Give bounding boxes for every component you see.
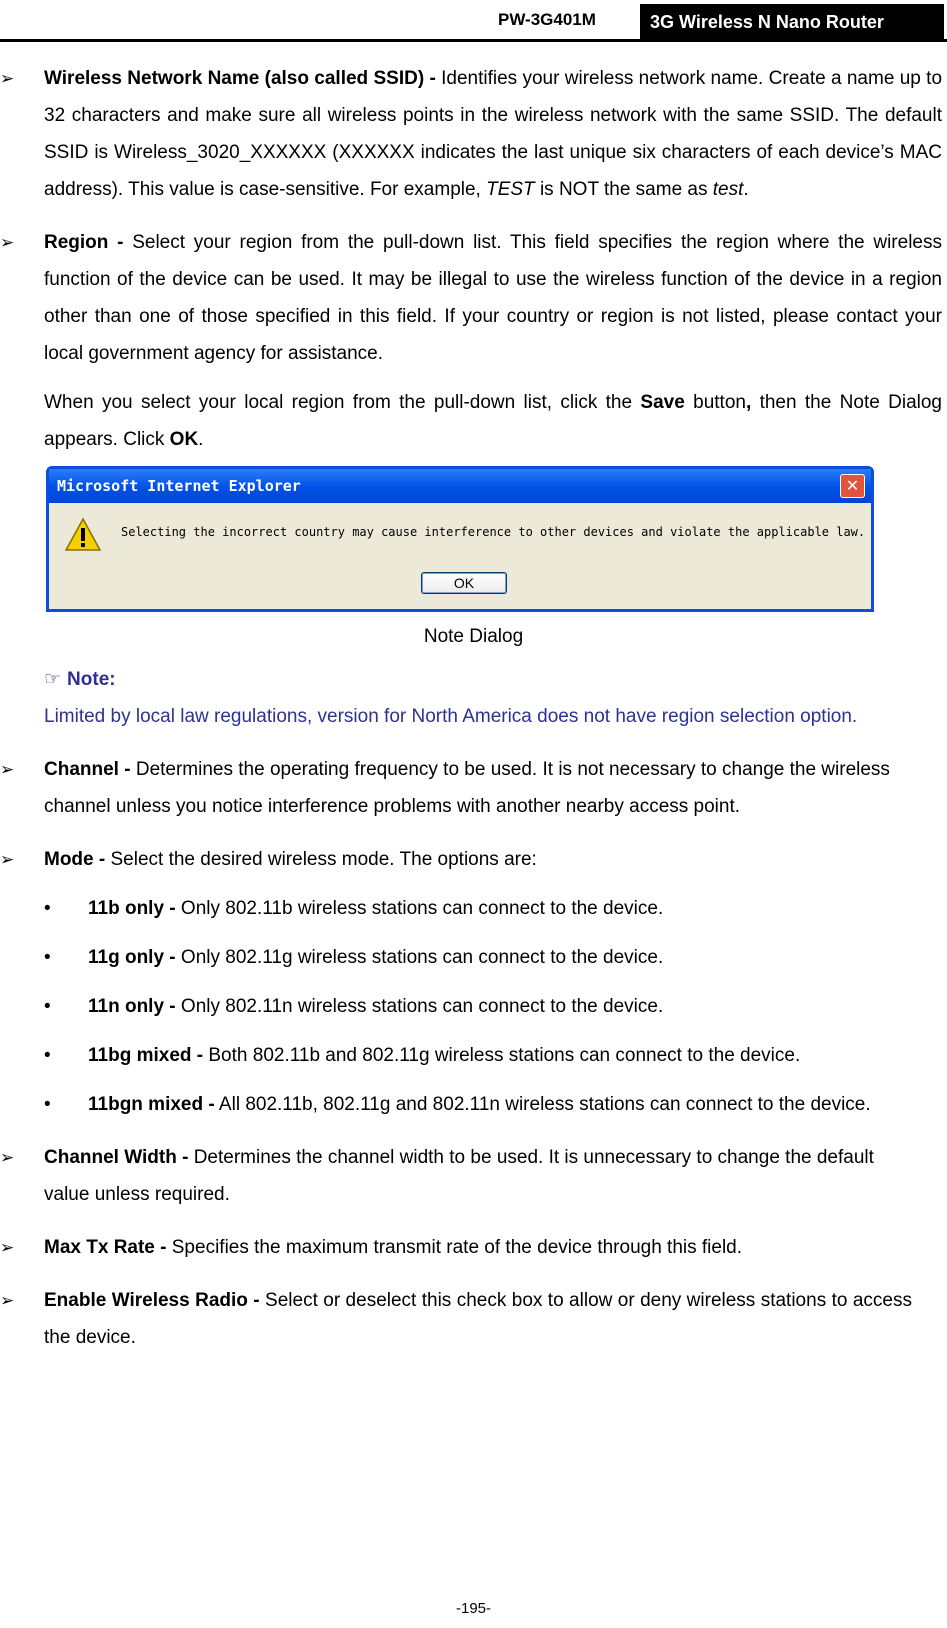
bullet-dot: • — [44, 996, 51, 1017]
region-para-comma: , — [745, 392, 752, 413]
header-rule — [0, 39, 947, 42]
note-heading — [0, 661, 947, 698]
list-item — [0, 1086, 912, 1123]
list-item — [0, 1037, 912, 1074]
ok-term: OK — [169, 429, 199, 450]
note-text: Limited by local law regulations, version for North America does not have region selection option. — [44, 706, 858, 727]
region-para-text-2: button — [684, 392, 746, 413]
mode-option-desc: Both 802.11b and 802.11g wireless stations can connect to the device. — [203, 1045, 801, 1066]
ssid-desc-2: is NOT the same as — [534, 179, 713, 200]
region-desc: Select your region from the pull-down list. This field specifies the region where the wireless function of the device can be used. It may be illegal to use the wireless function of the device in a region other than one of those specified in this field. If your country or region is not listed, please contact your local government agency for assistance. — [44, 232, 942, 364]
bullet-dot: • — [44, 947, 51, 968]
mode-option-desc: Only 802.11n wireless stations can connect to the device. — [175, 996, 664, 1017]
item-max-tx-rate — [0, 1229, 912, 1266]
term-ssid: Wireless Network Name (also called SSID) - — [44, 68, 436, 89]
bullet-dot: • — [44, 898, 51, 919]
mode-term: 11bg mixed - — [88, 1045, 204, 1066]
region-instructions — [0, 384, 942, 458]
page-number: -195- — [455, 1600, 492, 1617]
term-channel: Channel - — [44, 759, 131, 780]
mode-option-desc: Only 802.11g wireless stations can connect to the device. — [175, 947, 664, 968]
list-item — [0, 939, 912, 976]
item-region — [0, 224, 942, 372]
term-max-tx-rate: Max Tx Rate - — [44, 1237, 167, 1258]
ok-button[interactable]: OK — [421, 572, 507, 594]
page-header — [0, 0, 947, 44]
mode-term: 11b only - — [88, 898, 176, 919]
ssid-desc: Identifies your wireless network name. Create a name up to 32 characters and make sure all wireless points in the wireless network with the same SSID. The default SSID is Wireless_3020_XXXXXX (XXXXXX indicates the last unique six characters of each device’s MAC address). This value is case-sensitive. For example, — [44, 68, 943, 200]
mode-option-desc: All 802.11b, 802.11g and 802.11n wireless stations can connect to the device. — [214, 1094, 871, 1115]
figure-caption: Note Dialog — [423, 626, 524, 647]
item-channel — [0, 751, 912, 825]
header-model: PW-3G401M — [498, 10, 596, 29]
item-enable-wireless-radio — [0, 1282, 912, 1356]
dialog-title-bar — [49, 469, 871, 503]
ssid-desc-3: . — [743, 179, 749, 200]
arrow-bullet: ➢ — [0, 1238, 15, 1257]
arrow-bullet: ➢ — [0, 1291, 15, 1310]
region-para-text-3: then the Note Dialog appears. Click — [44, 392, 942, 450]
enable-radio-desc: Select or deselect this check box to allow or deny wireless stations to access the device. — [44, 1290, 912, 1348]
term-mode: Mode - — [44, 849, 106, 870]
mode-term: 11n only - — [88, 996, 176, 1017]
ssid-test-upper: TEST — [486, 179, 535, 200]
page-content — [0, 60, 947, 1356]
save-term: Save — [640, 392, 685, 413]
term-channel-width: Channel Width - — [44, 1147, 189, 1168]
item-ssid — [0, 60, 942, 208]
channel-desc: Determines the operating frequency to be used. It is not necessary to change the wireless channel unless you notice interference problems with another nearby access point. — [44, 759, 890, 817]
mode-term: 11g only - — [88, 947, 176, 968]
arrow-bullet: ➢ — [0, 233, 15, 252]
item-mode — [0, 841, 912, 878]
channel-width-desc: Determines the channel width to be used. It is unnecessary to change the default value unless required. — [44, 1147, 874, 1205]
dialog-title: Microsoft Internet Explorer — [57, 477, 301, 495]
warning-icon — [64, 517, 102, 553]
mode-option-desc: Only 802.11b wireless stations can connect to the device. — [175, 898, 664, 919]
arrow-bullet: ➢ — [0, 760, 15, 779]
note-label: Note: — [67, 669, 116, 690]
arrow-bullet: ➢ — [0, 69, 15, 88]
mode-desc: Select the desired wireless mode. The options are: — [105, 849, 537, 870]
arrow-bullet: ➢ — [0, 1148, 15, 1167]
dialog-message: Selecting the incorrect country may cause interference to other devices and violate the applicable law. — [121, 525, 866, 539]
term-enable-radio: Enable Wireless Radio - — [44, 1290, 260, 1311]
region-para-text: When you select your local region from the pull-down list, click the — [44, 392, 641, 413]
list-item — [0, 988, 912, 1025]
item-channel-width — [0, 1139, 912, 1213]
note-dialog-screenshot — [46, 466, 874, 612]
bullet-dot: • — [44, 1094, 51, 1115]
header-product: 3G Wireless N Nano Router — [640, 4, 944, 40]
max-tx-desc: Specifies the maximum transmit rate of the device through this field. — [166, 1237, 743, 1258]
ssid-test-lower: test — [712, 179, 744, 200]
pointing-hand-icon: ☞ — [44, 669, 62, 690]
close-icon[interactable]: ✕ — [840, 474, 865, 498]
term-region: Region - — [44, 232, 124, 253]
region-para-text-4: . — [198, 429, 204, 450]
list-item — [0, 890, 912, 927]
bullet-dot: • — [44, 1045, 51, 1066]
mode-term: 11bgn mixed - — [88, 1094, 215, 1115]
arrow-bullet: ➢ — [0, 850, 15, 869]
